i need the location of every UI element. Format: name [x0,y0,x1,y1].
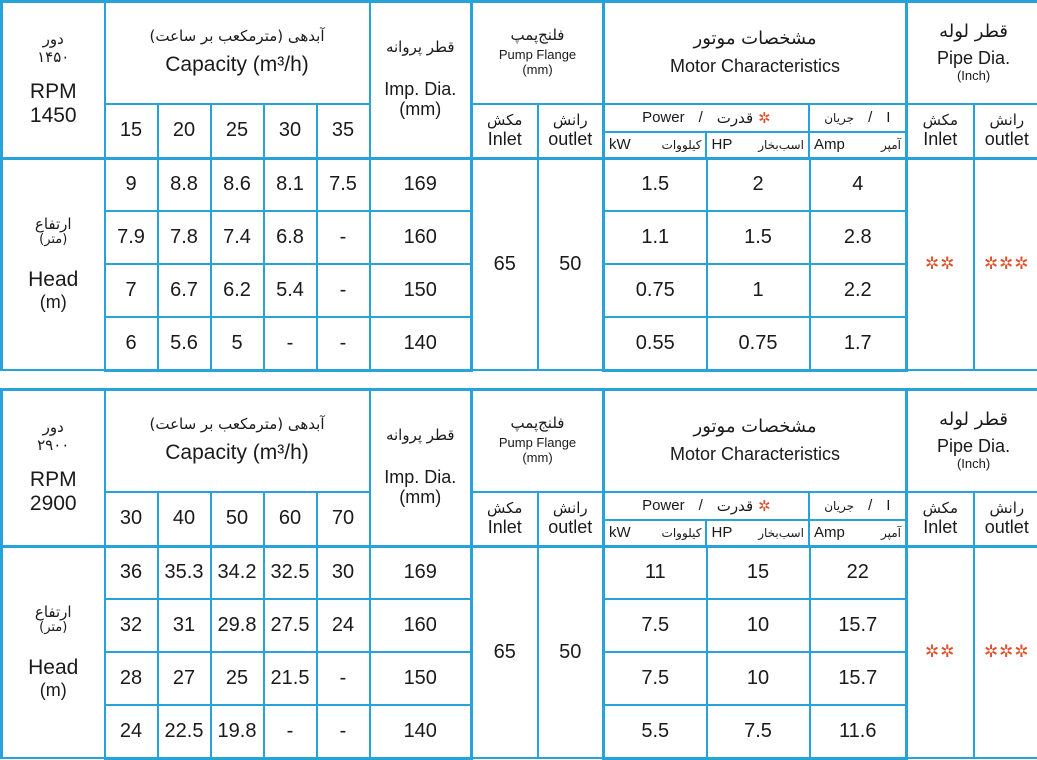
impeller-value: 169 [370,158,472,211]
inlet-fa-label: مکش [473,500,537,517]
amp-header [810,133,905,157]
impeller-fa-label: قطر پروانه [371,427,471,444]
impeller-value: 140 [370,317,472,370]
impeller-value: 160 [370,599,472,652]
head-en-label: Head [3,268,104,292]
head-value: - [317,317,370,370]
amp-value: 15.7 [810,652,907,705]
head-value: 8.6 [211,158,264,211]
head-value: 6.7 [158,264,211,317]
head-value: 32 [105,599,158,652]
capacity-header [105,2,370,104]
flange-unit: (mm) [473,451,602,466]
inlet-fa-label: مکش [473,112,537,129]
capacity-value: 25 [211,104,264,159]
pipe-outlet-stars: ✲✲✲ [974,158,1037,370]
motor-subheader [604,104,907,159]
amp-en-label: Amp [814,524,845,541]
current-header [810,493,905,519]
head-value: 24 [317,599,370,652]
motor-subheader [604,492,907,547]
current-fa-label: جریان [824,499,854,513]
flange-outlet-header [538,104,604,159]
hp-value: 10 [707,599,810,652]
impeller-value: 140 [370,705,472,758]
head-fa-label: ارتفاع [3,216,104,233]
pipe-inlet-header [907,492,974,547]
rpm-en-label: RPM [3,80,104,104]
star-icon: ✲ [758,497,771,515]
amp-value: 22 [810,546,907,599]
head-value: 28 [105,652,158,705]
separator: / [868,109,872,126]
inlet-en-label: Inlet [473,129,537,150]
pipe-fa-label: قطر لوله [908,22,1037,43]
capacity-value: 60 [264,492,317,547]
flange-unit: (mm) [473,63,602,78]
head-value: 30 [317,546,370,599]
impeller-value: 160 [370,211,472,264]
flange-inlet-value: 65 [472,546,538,758]
inlet-en-label: Inlet [908,129,973,150]
motor-fa-label: مشخصات موتور [605,417,905,438]
head-value: - [317,264,370,317]
separator: / [699,109,703,126]
outlet-fa-label: رانش [975,500,1037,517]
kw-en-label: kW [609,524,631,541]
rpm-fa-value: ۲۹۰۰ [3,437,104,454]
hp-value: 1.5 [707,211,810,264]
head-label-cell [2,546,105,758]
head-value: 27 [158,652,211,705]
head-value: 31 [158,599,211,652]
motor-fa-label: مشخصات موتور [605,29,905,50]
amp-value: 1.7 [810,317,907,370]
impeller-fa-label: قطر پروانه [371,39,471,56]
kw-header [605,133,707,157]
amp-value: 11.6 [810,705,907,758]
flange-inlet-value: 65 [472,158,538,370]
motor-header [604,390,907,492]
capacity-value: 20 [158,104,211,159]
head-value: 7.9 [105,211,158,264]
outlet-fa-label: رانش [539,112,603,129]
head-value: 36 [105,546,158,599]
head-fa-unit: (متر) [3,621,104,636]
pipe-inlet-stars: ✲✲ [907,158,974,370]
outlet-en-label: outlet [975,517,1037,538]
impeller-en-label: Imp. Dia. [371,467,471,488]
head-value: 7 [105,264,158,317]
head-value: - [317,652,370,705]
head-value: 21.5 [264,652,317,705]
hp-value: 7.5 [707,705,810,758]
inlet-en-label: Inlet [908,517,973,538]
capacity-value: 15 [105,104,158,159]
amp-fa-label: آمپر [881,526,901,540]
pipe-fa-label: قطر لوله [908,410,1037,431]
amp-header [810,521,905,545]
amp-fa-label: آمپر [881,138,901,152]
kw-header [605,521,707,545]
power-en-label: Power [642,109,685,126]
head-value: 32.5 [264,546,317,599]
pipe-en-label: Pipe Dia. [908,48,1037,69]
motor-en-label: Motor Characteristics [605,56,905,77]
head-label-cell [2,158,105,370]
capacity-value: 50 [211,492,264,547]
pipe-unit: (Inch) [908,457,1037,472]
current-en-label: I [886,109,890,126]
outlet-fa-label: رانش [539,500,603,517]
pipe-en-label: Pipe Dia. [908,436,1037,457]
table-row [2,158,1037,211]
separator: / [699,497,703,514]
capacity-value: 30 [105,492,158,547]
head-value: 27.5 [264,599,317,652]
head-value: - [317,705,370,758]
pipe-header [907,390,1037,492]
kw-value: 5.5 [604,705,707,758]
rpm-fa-label: دور [3,31,104,48]
head-fa-unit: (متر) [3,233,104,248]
amp-value: 2.2 [810,264,907,317]
head-value: 5.4 [264,264,317,317]
head-fa-label: ارتفاع [3,604,104,621]
pipe-outlet-header [974,104,1037,159]
capacity-fa-label: آبدهی (مترمکعب بر ساعت) [106,416,369,433]
current-fa-label: جریان [824,111,854,125]
amp-value: 15.7 [810,599,907,652]
impeller-header [370,390,472,547]
power-header [605,105,810,131]
capacity-en-label: Capacity (m³/h) [106,53,369,77]
head-value: 8.1 [264,158,317,211]
flange-outlet-value: 50 [538,546,604,758]
capacity-header [105,390,370,492]
rpm-en-value: 1450 [3,104,104,128]
hp-en-label: HP [711,136,732,153]
head-value: 5 [211,317,264,370]
head-en-unit: (m) [3,680,104,701]
motor-en-label: Motor Characteristics [605,444,905,465]
motor-header [604,2,907,104]
table-row [2,546,1037,599]
head-value: 6.8 [264,211,317,264]
head-value: - [317,211,370,264]
head-value: 8.8 [158,158,211,211]
pipe-header [907,2,1037,104]
flange-fa-label: فلنج‌پمپ [473,27,602,44]
star-icon: ✲ [758,109,771,127]
current-header [810,105,905,131]
kw-value: 11 [604,546,707,599]
head-value: 7.8 [158,211,211,264]
pipe-unit: (Inch) [908,69,1037,84]
pump-spec-table [0,388,1037,760]
hp-header [707,521,809,545]
capacity-value: 30 [264,104,317,159]
hp-value: 15 [707,546,810,599]
kw-value: 7.5 [604,652,707,705]
kw-value: 7.5 [604,599,707,652]
rpm-fa-value: ۱۴۵۰ [3,49,104,66]
capacity-value: 70 [317,492,370,547]
head-value: 7.5 [317,158,370,211]
power-header [605,493,810,519]
impeller-value: 150 [370,652,472,705]
flange-header [472,390,604,492]
head-value: 5.6 [158,317,211,370]
amp-value: 4 [810,158,907,211]
flange-inlet-header [472,104,538,159]
head-value: 22.5 [158,705,211,758]
power-fa-label: ✲ قدرت [717,497,771,515]
rpm-cell [2,2,105,159]
head-en-label: Head [3,656,104,680]
capacity-value: 40 [158,492,211,547]
hp-fa-label: اسب‌بخار [758,526,804,540]
capacity-value: 35 [317,104,370,159]
flange-en-label: Pump Flange [473,436,602,451]
capacity-fa-label: آبدهی (مترمکعب بر ساعت) [106,28,369,45]
hp-en-label: HP [711,524,732,541]
head-value: - [264,317,317,370]
power-fa-label: ✲ قدرت [717,109,771,127]
flange-en-label: Pump Flange [473,48,602,63]
pump-spec-table [0,0,1037,372]
pipe-inlet-stars: ✲✲ [907,546,974,758]
inlet-en-label: Inlet [473,517,537,538]
flange-header [472,2,604,104]
hp-value: 1 [707,264,810,317]
outlet-en-label: outlet [975,129,1037,150]
head-value: 19.8 [211,705,264,758]
rpm-en-value: 2900 [3,492,104,516]
hp-fa-label: اسب‌بخار [758,138,804,152]
hp-value: 0.75 [707,317,810,370]
hp-value: 10 [707,652,810,705]
amp-en-label: Amp [814,136,845,153]
kw-value: 1.5 [604,158,707,211]
impeller-value: 150 [370,264,472,317]
head-value: 35.3 [158,546,211,599]
impeller-unit: (mm) [371,487,471,508]
head-value: 6.2 [211,264,264,317]
impeller-header [370,2,472,159]
head-value: 34.2 [211,546,264,599]
capacity-en-label: Capacity (m³/h) [106,441,369,465]
pipe-inlet-header [907,104,974,159]
rpm-cell [2,390,105,547]
pipe-outlet-stars: ✲✲✲ [974,546,1037,758]
head-value: - [264,705,317,758]
head-value: 9 [105,158,158,211]
flange-outlet-header [538,492,604,547]
hp-header [707,133,809,157]
head-value: 6 [105,317,158,370]
kw-value: 0.75 [604,264,707,317]
hp-value: 2 [707,158,810,211]
rpm-fa-label: دور [3,419,104,436]
impeller-value: 169 [370,546,472,599]
inlet-fa-label: مکش [908,500,973,517]
outlet-en-label: outlet [539,129,603,150]
flange-outlet-value: 50 [538,158,604,370]
kw-fa-label: کیلووات [662,138,702,152]
outlet-fa-label: رانش [975,112,1037,129]
outlet-en-label: outlet [539,517,603,538]
power-en-label: Power [642,497,685,514]
impeller-unit: (mm) [371,99,471,120]
pipe-outlet-header [974,492,1037,547]
rpm-en-label: RPM [3,468,104,492]
current-en-label: I [886,497,890,514]
inlet-fa-label: مکش [908,112,973,129]
head-value: 24 [105,705,158,758]
amp-value: 2.8 [810,211,907,264]
separator: / [868,497,872,514]
kw-en-label: kW [609,136,631,153]
head-value: 29.8 [211,599,264,652]
flange-inlet-header [472,492,538,547]
kw-fa-label: کیلووات [662,526,702,540]
impeller-en-label: Imp. Dia. [371,79,471,100]
head-value: 25 [211,652,264,705]
kw-value: 1.1 [604,211,707,264]
head-en-unit: (m) [3,292,104,313]
head-value: 7.4 [211,211,264,264]
kw-value: 0.55 [604,317,707,370]
flange-fa-label: فلنج‌پمپ [473,415,602,432]
